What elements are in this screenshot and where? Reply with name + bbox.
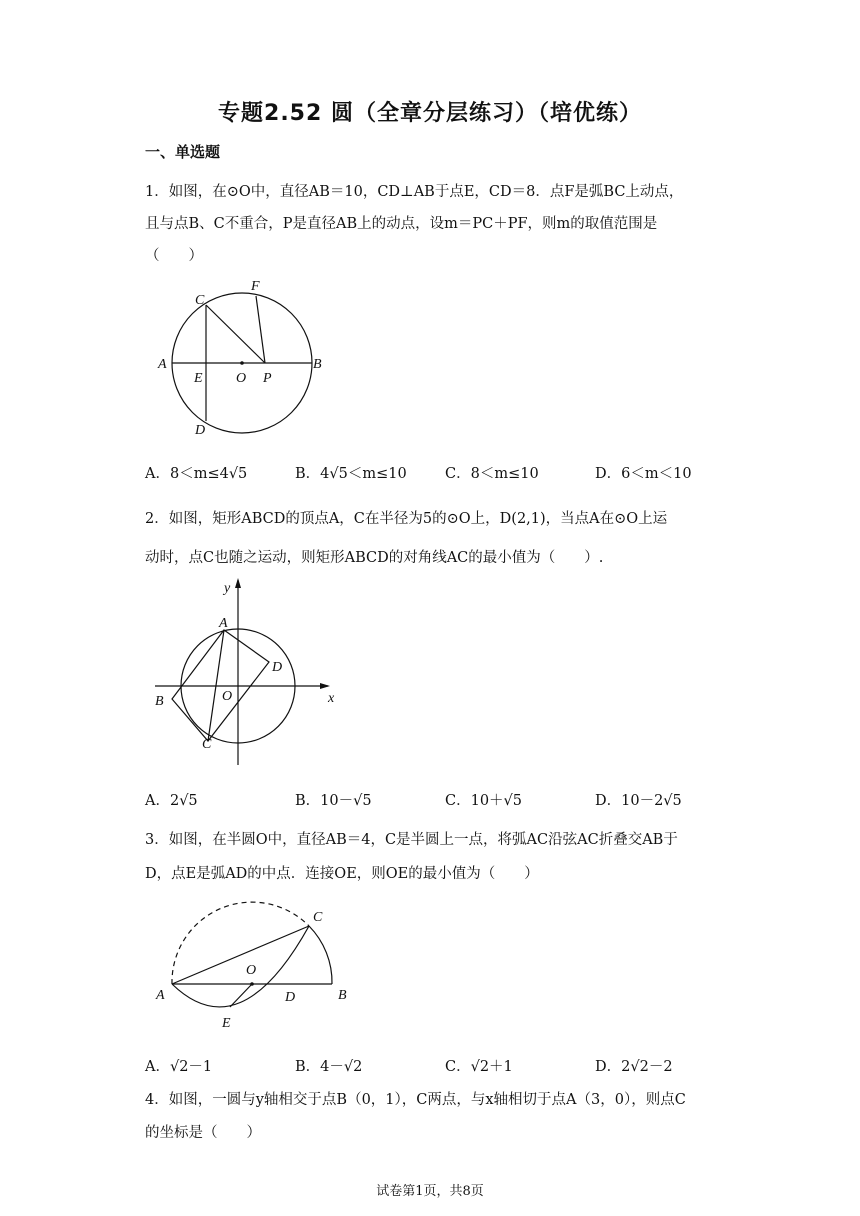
q2-option-d: D．10－2√5 (595, 793, 682, 809)
q3-option-b: B．4－√2 (295, 1059, 363, 1075)
q2-label-o: O (222, 689, 233, 704)
q1-option-c: C．8＜m≤10 (445, 466, 539, 482)
q1-label-f: F (251, 279, 260, 294)
q3-option-a: A．√2－1 (145, 1059, 213, 1075)
q2-label-a: A (219, 616, 228, 631)
q2-label-c: C (202, 737, 212, 752)
q3-label-c: C (313, 910, 323, 925)
q2-label-b: B (155, 694, 164, 709)
q1-text-line1: 1．如图，在⊙O中，直径AB＝10，CD⊥AB于点E，CD＝8．点F是弧BC上动点， (145, 184, 684, 200)
q1-option-b: B．4√5＜m≤10 (295, 466, 407, 482)
q1-label-d: D (195, 423, 206, 438)
q1-label-o: O (236, 371, 247, 386)
q1-text-line2: 且与点B、C不重合，P是直径AB上的动点，设m＝PC＋PF，则m的取值范围是 (145, 216, 658, 232)
q2-label-y: y (224, 581, 231, 596)
q2-text-line1: 2．如图，矩形ABCD的顶点A，C在半径为5的⊙O上，D(2,1)，当点A在⊙O上运 (145, 511, 668, 527)
q2-option-c: C．10＋√5 (445, 793, 523, 809)
q1-text-line3: （ ） (145, 248, 203, 264)
q2-text-line2: 动时，点C也随之运动，则矩形ABCD的对角线AC的最小值为（ ）. (145, 550, 604, 566)
q3-label-d: D (285, 990, 296, 1005)
q3-label-o: O (246, 963, 257, 978)
q1-label-e: E (194, 371, 203, 386)
q1-label-c: C (195, 293, 205, 308)
q3-text-line2: D，点E是弧AD的中点．连接OE，则OE的最小值为（ ） (145, 866, 539, 882)
q3-label-e: E (222, 1016, 231, 1031)
q2-option-b: B．10－√5 (295, 793, 372, 809)
q3-option-d: D．2√2－2 (595, 1059, 673, 1075)
q4-text-line2: 的坐标是（ ） (145, 1125, 261, 1141)
q3-figure (150, 900, 360, 1035)
q1-option-d: D．6＜m＜10 (595, 466, 692, 482)
q2-option-a: A．2√5 (145, 793, 198, 809)
q3-text-line1: 3．如图，在半圆O中，直径AB＝4，C是半圆上一点，将弧AC沿弦AC折叠交AB于 (145, 832, 678, 848)
q1-label-b: B (313, 357, 322, 372)
q2-label-d: D (272, 660, 283, 675)
q3-label-a: A (156, 988, 165, 1003)
q4-text-line1: 4．如图，一圆与y轴相交于点B（0，1），C两点，与x轴相切于点A（3，0），则点C (145, 1092, 686, 1108)
q3-option-c: C．√2＋1 (445, 1059, 513, 1075)
q1-label-p: P (263, 371, 272, 386)
page-title: 专题2.52 圆（全章分层练习）（培优练） (218, 101, 642, 126)
page-footer: 试卷第1页，共8页 (376, 1184, 484, 1199)
section-heading: 一、单选题 (145, 143, 221, 161)
q2-figure (150, 575, 350, 770)
q1-option-a: A．8＜m≤4√5 (145, 466, 248, 482)
q2-label-x: x (328, 691, 335, 706)
q1-label-a: A (158, 357, 167, 372)
q3-label-b: B (338, 988, 347, 1003)
q1-figure (150, 272, 350, 442)
